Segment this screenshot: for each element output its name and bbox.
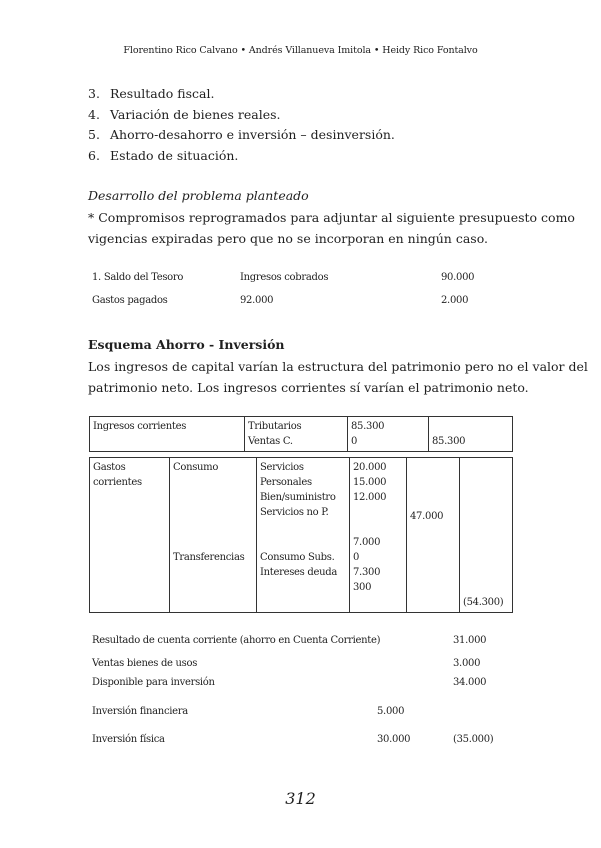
treasury-label: Gastos pagados	[92, 295, 168, 306]
expense-table	[89, 457, 513, 613]
expense-total-cell	[460, 458, 513, 613]
treasury-label: 1. Saldo del Tesoro	[92, 272, 184, 283]
expense-subtotal-cell	[407, 458, 460, 613]
result-label: Resultado de cuenta corriente (ahorro en Cuenta Corriente)	[92, 635, 381, 646]
treasury-value: 90.000	[441, 272, 475, 283]
treasury-value: 2.000	[441, 295, 469, 306]
result-value: 31.000	[453, 635, 487, 646]
income-table	[89, 416, 513, 452]
income-items: Tributarios Ventas C.	[245, 417, 348, 452]
expense-items: Servicios Personales Bien/suministro Servicios no P. Consumo Subs. Intereses deuda	[257, 458, 350, 613]
result-label: Disponible para inversión	[92, 677, 215, 688]
expense-total: (54.300)	[463, 597, 504, 608]
expense-subtotal: 47.000	[410, 511, 444, 522]
result-value: 3.000	[453, 658, 481, 669]
list-item: 5. Ahorro-desahorro e inversión – desinversión.	[88, 127, 395, 142]
scheme-paragraph: Los ingresos de capital varían la estructura del patrimonio pero no el valor del	[88, 359, 588, 374]
result-value: 34.000	[453, 677, 487, 688]
numbered-list	[88, 84, 395, 166]
result-value: (35.000)	[453, 734, 494, 745]
expense-categories: Consumo Transferencias	[170, 458, 257, 613]
result-label: Ventas bienes de usos	[92, 658, 198, 669]
note-line: vigencias expiradas pero que no se incorporan en ningún caso.	[88, 231, 488, 246]
result-value: 30.000	[377, 734, 411, 745]
expense-label: Gastos corrientes	[90, 458, 170, 613]
treasury-value: 92.000	[240, 295, 274, 306]
section-title: Desarrollo del problema planteado	[88, 188, 309, 203]
scheme-title: Esquema Ahorro - Inversión	[88, 337, 285, 352]
income-label: Ingresos corrientes	[90, 417, 245, 452]
list-item: 4. Variación de bienes reales.	[88, 106, 281, 122]
page-number: 312	[285, 789, 316, 808]
treasury-label: Ingresos cobrados	[240, 272, 329, 283]
result-label: Inversión financiera	[92, 706, 188, 717]
income-total-cell	[429, 417, 513, 452]
scheme-paragraph: patrimonio neto. Los ingresos corrientes sí varían el patrimonio neto.	[88, 380, 529, 395]
income-values: 85.300 0	[348, 417, 429, 452]
note-line: * Compromisos reprogramados para adjuntar al siguiente presupuesto como	[88, 210, 575, 225]
result-value: 5.000	[377, 706, 405, 717]
list-item: 3. Resultado fiscal.	[88, 86, 215, 101]
running-header: Florentino Rico Calvano • Andrés Villanueva Imitola • Heidy Rico Fontalvo	[123, 45, 478, 56]
income-total: 85.300	[432, 436, 466, 447]
result-label: Inversión física	[92, 734, 165, 745]
expense-values: 20.000 15.000 12.000 7.000 0 7.300 300	[350, 458, 407, 613]
list-item: 6. Estado de situación.	[88, 147, 239, 163]
